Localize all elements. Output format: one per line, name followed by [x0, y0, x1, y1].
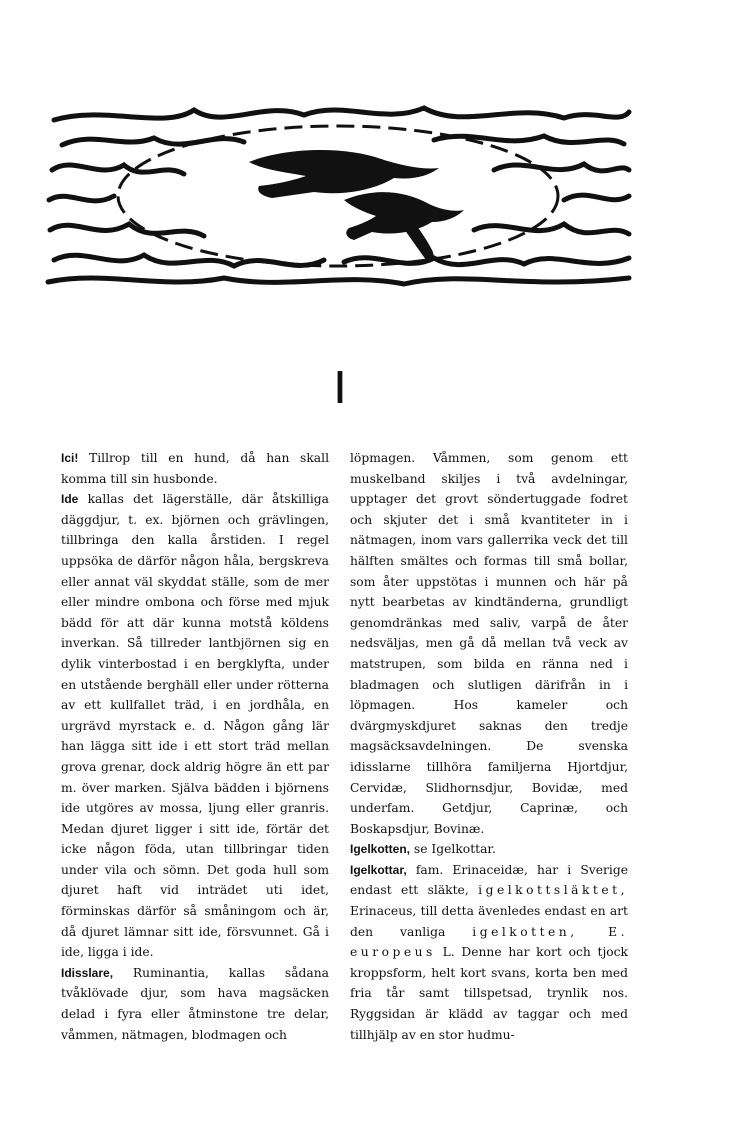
entry-ide — [61, 489, 329, 963]
entry-text: kallas det lägerställe, där åtskilliga däggdjur, t. ex. björnen och grävlingen, tillbringa den kalla årstiden. I regel uppsöka de därför någon håla, bergskreva eller annat väl skyddat ställe, som de mer eller mindre ombona och förse med mjuk bädd för att där kunna motstå köldens inverkan. Så tillreder lantbjörnen sig en dylik vinterbostad i en bergklyfta, under en utstående berghäll eller under rötterna av ett kullfallet träd, i en jordhåla, en urgrävd myrstack e. d. Någon gång lär han lägga sitt ide i ett stort träd mellan grova grenar, dock aldrig högre än ett par m. över marken. Själva bädden i björnens ide utgöres av mossa, ljung eller granris. Medan djuret ligger i sitt ide, förtär det icke någon föda, utan tillbringar tiden under vila och sömn. Det goda hull som djuret haft vid inträdet uti idet, förminskas därför så småningom och är, då djuret lämnar sitt ide, försvunnet. Gå i ide, ligga i ide. — [61, 492, 329, 960]
entry-term: Igelkottar, — [350, 862, 407, 877]
entry-term: Ide — [61, 492, 79, 507]
entry-term: Igelkotten, — [350, 842, 411, 857]
entry-igelkottar — [350, 860, 628, 1045]
cloud-vignette — [44, 100, 632, 292]
entry-text: se Igelkottar. — [410, 842, 496, 857]
entry-text: fam. Erinaceidæ, har i Sverige endast ett släkte, — [350, 862, 628, 898]
cloud-swirls — [48, 108, 629, 284]
section-letter: I — [335, 361, 345, 413]
cloud-ring — [118, 126, 558, 266]
entry-text: L. Denne har kort och tjock kroppsform, helt kort svans, korta ben med fria tår samt tillspetsad, trynlik nos. Ryggsidan är klädd av taggar och med tillhjälp av en stor hudmu- — [350, 945, 628, 1042]
right-column — [350, 448, 628, 1045]
entry-continuation — [350, 448, 628, 839]
left-column — [61, 448, 329, 1045]
birds-silhouette — [249, 150, 464, 261]
entry-igelkotten — [350, 839, 628, 860]
entry-text: Erinaceus, till detta ävenledes endast en art den vanliga — [350, 904, 628, 939]
entry-text: löpmagen. Våmmen, som genom ett muskelband skiljes i två avdelningar, upptager det grovt söndertuggade fodret och skjuter det i små kvantiteter in i nätmagen, inom vars gallerrika veck det till hälften smältes och formas till små bollar, som åter uppstötas i munnen och här på nytt bearbetas av kindtänderna, grundligt genomdränkas med saliv, varpå de åter nedsväljas, men gå då mellan två veck av matstrupen, som bilda en ränna ned i bladmagen och slutligen därifrån in i löpmagen. Hos kameler och dvärgmyskdjuret saknas den tredje magsäcksavdelningen. De svenska idisslarne tillhöra familjerna Hjortdjur, Cervidæ, Slidhornsdjur, Bovidæ, med underfam. Getdjur, Caprinæ, och Boskapsdjur, Bovinæ. — [350, 451, 628, 836]
entry-term: Ici! — [61, 451, 79, 465]
birds-in-clouds-illustration — [44, 100, 632, 292]
entry-ici — [61, 448, 329, 489]
entry-idisslare — [61, 963, 329, 1045]
entry-text: Tillrop till en hund, då han skall komma till sin husbonde. — [61, 451, 329, 486]
spaced-text: igelkotten, E. europeus — [350, 924, 628, 960]
entry-text: Ruminantia, kallas sådana tvåklövade djur, som hava magsäcken delad i fyra eller åtminstone tre delar, våmmen, nätmagen, blodmagen och — [61, 965, 329, 1042]
spaced-text: igelkottsläktet, — [478, 883, 628, 898]
entry-term: Idisslare, — [61, 965, 114, 980]
